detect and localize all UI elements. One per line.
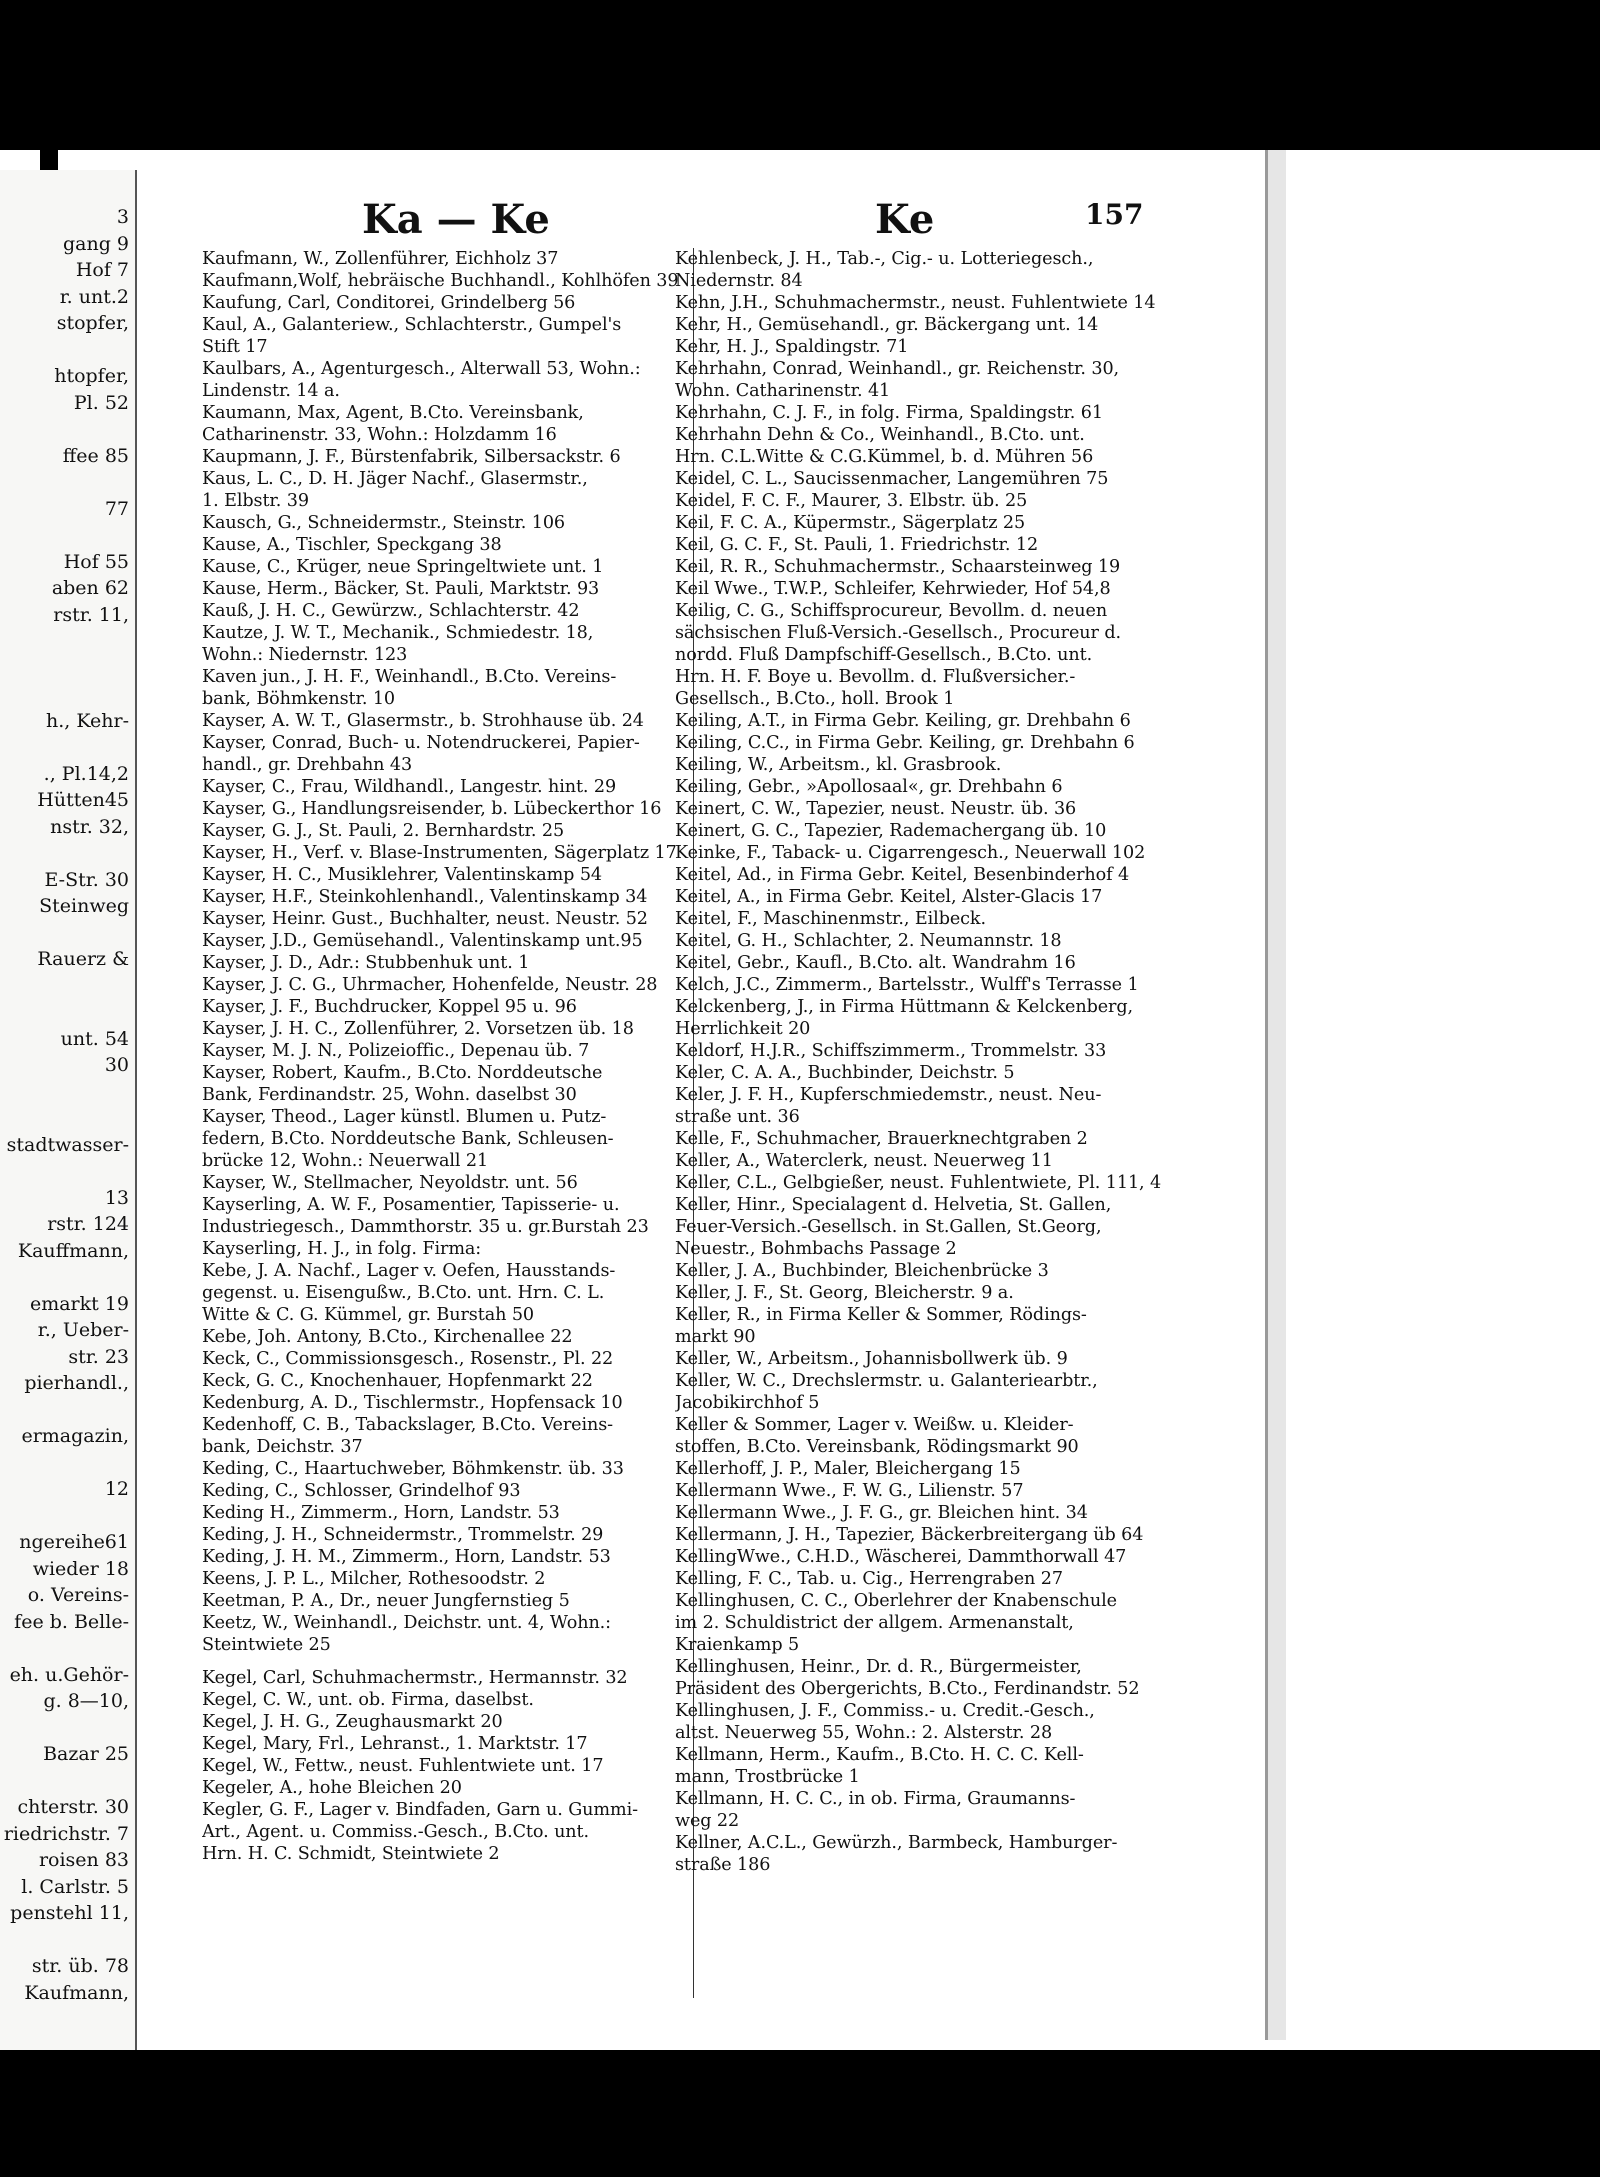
previous-page-fragment: r., Ueber-	[37, 1319, 129, 1341]
directory-entry: Art., Agent. u. Commiss.-Gesch., B.Cto. unt.	[202, 1822, 589, 1842]
directory-entry: stoffen, B.Cto. Vereinsbank, Rödingsmarkt 90	[675, 1437, 1079, 1457]
directory-entry: Präsident des Obergerichts, B.Cto., Ferdinandstr. 52	[675, 1679, 1140, 1699]
directory-entry: Keetman, P. A., Dr., neuer Jungfernstieg 5	[202, 1591, 570, 1611]
directory-entry: Keiling, C.C., in Firma Gebr. Keiling, gr. Drehbahn 6	[675, 733, 1135, 753]
directory-entry: Kellinghusen, C. C., Oberlehrer der Knabenschule	[675, 1591, 1117, 1611]
directory-entry: Kaumann, Max, Agent, B.Cto. Vereinsbank,	[202, 403, 584, 423]
directory-entry: Kebe, Joh. Antony, B.Cto., Kirchenallee 22	[202, 1327, 573, 1347]
directory-entry: Keidel, F. C. F., Maurer, 3. Elbstr. üb. 25	[675, 491, 1028, 511]
binding-edge	[40, 0, 58, 185]
directory-entry: Keding, J. H., Schneidermstr., Trommelstr. 29	[202, 1525, 604, 1545]
directory-entry: Keler, J. F. H., Kupferschmiedemstr., neust. Neu-	[675, 1085, 1102, 1105]
directory-entry: Kayser, J. C. G., Uhrmacher, Hohenfelde, Neustr. 28	[202, 975, 658, 995]
directory-entry: Kelling, F. C., Tab. u. Cig., Herrengraben 27	[675, 1569, 1063, 1589]
directory-entry: Kayser, G., Handlungsreisender, b. Lübeckerthor 16	[202, 799, 662, 819]
previous-page-strip	[0, 170, 137, 2050]
directory-entry: Kayser, A. W. T., Glasermstr., b. Strohhause üb. 24	[202, 711, 644, 731]
directory-entry: Kegler, G. F., Lager v. Bindfaden, Garn u. Gummi-	[202, 1800, 638, 1820]
previous-page-fragment: roisen 83	[38, 1849, 129, 1871]
previous-page-fragment: ., Pl.14,2	[43, 762, 129, 785]
previous-page-fragment: E-Str. 30	[44, 868, 129, 891]
directory-entry: straße unt. 36	[675, 1107, 800, 1127]
directory-entry: Kauß, J. H. C., Gewürzw., Schlachterstr. 42	[202, 601, 580, 621]
directory-entry: markt 90	[675, 1327, 756, 1347]
directory-entry: Keens, J. P. L., Milcher, Rothesoodstr. 2	[202, 1569, 546, 1589]
directory-entry: gegenst. u. Eisengußw., B.Cto. unt. Hrn. C. L.	[202, 1283, 605, 1303]
directory-entry: bank, Böhmkenstr. 10	[202, 689, 396, 709]
directory-entry: Kellner, A.C.L., Gewürzh., Barmbeck, Hamburger-	[675, 1833, 1118, 1853]
directory-entry: Lindenstr. 14 a.	[202, 381, 340, 401]
directory-entry: Keller, R., in Firma Keller & Sommer, Rödings-	[675, 1305, 1087, 1325]
directory-entry: Kausch, G., Schneidermstr., Steinstr. 106	[202, 513, 566, 533]
directory-entry: Witte & C. G. Kümmel, gr. Burstah 50	[202, 1305, 535, 1325]
directory-entry: Kehr, H. J., Spaldingstr. 71	[675, 337, 909, 357]
directory-entry: Kayserling, H. J., in folg. Firma:	[202, 1239, 482, 1259]
directory-entry: Kayser, W., Stellmacher, Neyoldstr. unt. 56	[202, 1173, 578, 1193]
directory-entry: nordd. Fluß Dampfschiff-Gesellsch., B.Cto. unt.	[675, 645, 1093, 665]
directory-entry: Kause, A., Tischler, Speckgang 38	[202, 535, 502, 555]
directory-entry: im 2. Schuldistrict der allgem. Armenanstalt,	[675, 1613, 1074, 1633]
directory-entry: Kayser, Robert, Kaufm., B.Cto. Norddeutsche	[202, 1063, 603, 1083]
directory-entry: Kehlenbeck, J. H., Tab.-, Cig.- u. Lotteriegesch.,	[675, 249, 1094, 269]
directory-entry: Keilig, C. G., Schiffsprocureur, Bevollm. d. neuen	[675, 601, 1108, 621]
directory-entry: Kegeler, A., hohe Bleichen 20	[202, 1778, 462, 1798]
directory-entry: Keck, C., Commissionsgesch., Rosenstr., Pl. 22	[202, 1349, 614, 1369]
directory-entry: Keidel, C. L., Saucissenmacher, Langemühren 75	[675, 469, 1109, 489]
directory-entry: Keller, J. A., Buchbinder, Bleichenbrücke 3	[675, 1261, 1049, 1281]
previous-page-fragment: Hütten45	[37, 789, 129, 811]
directory-entry: Keiling, W., Arbeitsm., kl. Grasbrook.	[675, 755, 1002, 775]
directory-entry: Hrn. C.L.Witte & C.G.Kümmel, b. d. Mühren 56	[675, 447, 1094, 467]
directory-entry: Herrlichkeit 20	[675, 1019, 811, 1039]
previous-page-fragment: 77	[104, 497, 129, 520]
directory-entry: Kellermann Wwe., J. F. G., gr. Bleichen hint. 34	[675, 1503, 1088, 1523]
previous-page-fragment: nstr. 32,	[50, 815, 129, 838]
previous-page-fragment: fee b. Belle-	[14, 1610, 129, 1633]
directory-entry: Steintwiete 25	[202, 1635, 331, 1655]
directory-entry: KellingWwe., C.H.D., Wäscherei, Dammthorwall 47	[675, 1547, 1127, 1567]
directory-entry: Keitel, Ad., in Firma Gebr. Keitel, Besenbinderhof 4	[675, 865, 1130, 885]
directory-entry: Kayser, H., Verf. v. Blase-Instrumenten, Sägerplatz 17	[202, 843, 677, 863]
directory-entry: Keil, G. C. F., St. Pauli, 1. Friedrichstr. 12	[675, 535, 1039, 555]
previous-page-fragment: r. unt.2	[59, 285, 129, 308]
page-header-left: Ka — Ke	[362, 196, 550, 243]
directory-entry: bank, Deichstr. 37	[202, 1437, 363, 1457]
directory-entry: Industriegesch., Dammthorstr. 35 u. gr.Burstah 23	[202, 1217, 649, 1237]
previous-page-fragment: ermagazin,	[21, 1425, 129, 1447]
directory-entry: Kayser, J.D., Gemüsehandl., Valentinskamp unt.95	[202, 931, 643, 951]
directory-entry: Keller, C.L., Gelbgießer, neust. Fuhlentwiete, Pl. 111, 4	[675, 1173, 1162, 1193]
directory-entry: Kellmann, Herm., Kaufm., B.Cto. H. C. C. Kell-	[675, 1745, 1084, 1765]
directory-entry: Keinke, F., Taback- u. Cigarrengesch., Neuerwall 102	[675, 843, 1146, 863]
previous-page-fragment: gang 9	[62, 232, 129, 255]
directory-entry: Keiling, A.T., in Firma Gebr. Keiling, gr. Drehbahn 6	[675, 711, 1131, 731]
directory-entry: Keitel, F., Maschinenmstr., Eilbeck.	[675, 909, 986, 929]
right-column	[675, 248, 1165, 1876]
directory-entry: handl., gr. Drehbahn 43	[202, 755, 413, 775]
previous-page-fragment: emarkt 19	[29, 1292, 129, 1315]
directory-entry: Hrn. H. C. Schmidt, Steintwiete 2	[202, 1844, 500, 1864]
directory-entry: Keller, Hinr., Specialagent d. Helvetia, St. Gallen,	[675, 1195, 1112, 1215]
directory-entry: Keil, R. R., Schuhmachermstr., Schaarsteinweg 19	[675, 557, 1121, 577]
directory-entry: Kehrhahn Dehn & Co., Weinhandl., B.Cto. unt.	[675, 425, 1085, 445]
directory-entry: Kayser, M. J. N., Polizeioffic., Depenau üb. 7	[202, 1041, 590, 1061]
directory-entry: Wohn.: Niedernstr. 123	[202, 645, 408, 665]
scan-background-top	[0, 0, 1600, 150]
previous-page-fragment: penstehl 11,	[10, 1902, 129, 1924]
directory-entry: Kegel, Mary, Frl., Lehranst., 1. Marktstr. 17	[202, 1734, 588, 1754]
directory-entry: Kehrhahn, C. J. F., in folg. Firma, Spaldingstr. 61	[675, 403, 1103, 423]
previous-page-fragment: rstr. 11,	[53, 603, 129, 626]
directory-page	[140, 150, 1268, 2040]
directory-entry: weg 22	[675, 1811, 740, 1831]
previous-page-fragment: 12	[104, 1478, 129, 1500]
previous-page-fragment: str. üb. 78	[31, 1955, 129, 1977]
directory-entry: Keiling, Gebr., »Apollosaal«, gr. Drehbahn 6	[675, 777, 1063, 797]
directory-entry: Kayser, J. D., Adr.: Stubbenhuk unt. 1	[202, 953, 530, 973]
previous-page-fragment: Hof 55	[63, 550, 129, 573]
previous-page-fragment: ffee 85	[62, 444, 129, 467]
previous-page-fragment: Kaufmann,	[24, 1981, 129, 2004]
directory-entry: Keding, J. H. M., Zimmerm., Horn, Landstr. 53	[202, 1547, 611, 1567]
directory-entry: Keck, G. C., Knochenhauer, Hopfenmarkt 22	[202, 1371, 593, 1391]
directory-entry: Kayser, Heinr. Gust., Buchhalter, neust. Neustr. 52	[202, 909, 648, 929]
directory-entry: Kedenburg, A. D., Tischlermstr., Hopfensack 10	[202, 1393, 623, 1413]
directory-entry: federn, B.Cto. Norddeutsche Bank, Schleusen-	[202, 1129, 614, 1149]
directory-entry: Keller, W. C., Drechslermstr. u. Galanteriearbtr.,	[675, 1371, 1098, 1391]
directory-entry: Kaul, A., Galanteriew., Schlachterstr., Gumpel's	[202, 315, 622, 335]
directory-entry: Keller, A., Waterclerk, neust. Neuerweg 11	[675, 1151, 1053, 1171]
previous-page-fragment: 30	[104, 1054, 129, 1076]
previous-page-fragment: unt. 54	[60, 1027, 129, 1050]
scan-background-bottom	[0, 2050, 1600, 2177]
directory-entry: Kelckenberg, J., in Firma Hüttmann & Kelckenberg,	[675, 997, 1134, 1017]
previous-page-fragment: riedrichstr. 7	[3, 1822, 129, 1845]
directory-entry: Kause, Herm., Bäcker, St. Pauli, Marktstr. 93	[202, 579, 600, 599]
directory-entry: Kayser, Theod., Lager künstl. Blumen u. Putz-	[202, 1107, 607, 1127]
directory-entry: Kayser, G. J., St. Pauli, 2. Bernhardstr. 25	[202, 821, 565, 841]
directory-entry: Keil, F. C. A., Küpermstr., Sägerplatz 25	[675, 513, 1026, 533]
previous-page-fragment: aben 62	[51, 577, 129, 599]
directory-entry: Kellinghusen, Heinr., Dr. d. R., Bürgermeister,	[675, 1657, 1082, 1677]
directory-entry: Keetz, W., Weinhandl., Deichstr. unt. 4, Wohn.:	[202, 1613, 611, 1633]
previous-page-fragment: Bazar 25	[43, 1743, 129, 1765]
directory-entry: Kaufmann, W., Zollenführer, Eichholz 37	[202, 249, 559, 269]
directory-entry: Wohn. Catharinenstr. 41	[675, 381, 891, 401]
previous-page-fragment: Kauffmann,	[17, 1239, 129, 1262]
directory-entry: Gesellsch., B.Cto., holl. Brook 1	[675, 689, 955, 709]
previous-page-fragment: l. Carlstr. 5	[21, 1875, 129, 1898]
directory-entry: straße 186	[675, 1855, 771, 1875]
directory-entry: Catharinenstr. 33, Wohn.: Holzdamm 16	[202, 425, 557, 445]
directory-entry: Keil Wwe., T.W.P., Schleifer, Kehrwieder, Hof 54,8	[675, 579, 1111, 599]
directory-entry: Kayser, C., Frau, Wildhandl., Langestr. hint. 29	[202, 777, 617, 797]
directory-entry: Keler, C. A. A., Buchbinder, Deichstr. 5	[675, 1063, 1015, 1083]
directory-entry: altst. Neuerweg 55, Wohn.: 2. Alsterstr. 28	[675, 1723, 1053, 1743]
directory-entry: Kayserling, A. W. F., Posamentier, Tapisserie- u.	[202, 1195, 620, 1215]
previous-page-fragment: Hof 7	[75, 259, 129, 281]
directory-entry: Kehrhahn, Conrad, Weinhandl., gr. Reichenstr. 30,	[675, 359, 1120, 379]
directory-entry: Keitel, Gebr., Kaufl., B.Cto. alt. Wandrahm 16	[675, 953, 1076, 973]
directory-entry: Kehr, H., Gemüsehandl., gr. Bäckergang unt. 14	[675, 315, 1099, 335]
previous-page-fragment: rstr. 124	[47, 1213, 129, 1235]
directory-entry: Kehn, J.H., Schuhmachermstr., neust. Fuhlentwiete 14	[675, 293, 1156, 313]
directory-entry: Kayser, Conrad, Buch- u. Notendruckerei, Papier-	[202, 733, 640, 753]
page-number: 157	[1085, 198, 1144, 231]
directory-entry: Kelle, F., Schuhmacher, Brauerknechtgraben 2	[675, 1129, 1088, 1149]
previous-page-fragment: wieder 18	[32, 1557, 129, 1580]
previous-page-fragment: 3	[116, 206, 129, 228]
directory-entry: Feuer-Versich.-Gesellsch. in St.Gallen, St.Georg,	[675, 1217, 1102, 1237]
previous-page-fragment: o. Vereins-	[27, 1584, 129, 1606]
directory-entry: Kaven jun., J. H. F., Weinhandl., B.Cto. Vereins-	[202, 667, 617, 687]
directory-entry: Stift 17	[202, 337, 268, 357]
page-edge-shadow	[1268, 150, 1286, 2040]
directory-entry: Kebe, J. A. Nachf., Lager v. Oefen, Hausstands-	[202, 1261, 616, 1281]
directory-entry: Jacobikirchhof 5	[675, 1393, 820, 1413]
directory-entry: brücke 12, Wohn.: Neuerwall 21	[202, 1151, 489, 1171]
previous-page-fragment: stadtwasser-	[6, 1133, 129, 1156]
directory-entry: Keller & Sommer, Lager v. Weißw. u. Kleider-	[675, 1415, 1074, 1435]
previous-page-fragment: 13	[104, 1186, 129, 1209]
directory-entry: Kegel, Carl, Schuhmachermstr., Hermannstr. 32	[202, 1668, 628, 1688]
directory-entry: Kayser, J. H. C., Zollenführer, 2. Vorsetzen üb. 18	[202, 1019, 634, 1039]
previous-page-fragment: Pl. 52	[73, 391, 129, 414]
directory-entry: Keding H., Zimmerm., Horn, Landstr. 53	[202, 1503, 560, 1523]
directory-entry: Kellmann, H. C. C., in ob. Firma, Graumanns-	[675, 1789, 1076, 1809]
directory-entry: Kayser, J. F., Buchdrucker, Koppel 95 u. 96	[202, 997, 577, 1017]
directory-entry: Kegel, W., Fettw., neust. Fuhlentwiete unt. 17	[202, 1756, 604, 1776]
directory-entry: Keinert, C. W., Tapezier, neust. Neustr. üb. 36	[675, 799, 1077, 819]
directory-entry: Kaus, L. C., D. H. Jäger Nachf., Glasermstr.,	[202, 469, 588, 489]
previous-page-fragment: g. 8—10,	[43, 1690, 129, 1712]
directory-entry: Kaulbars, A., Agenturgesch., Alterwall 53, Wohn.:	[202, 359, 641, 379]
directory-entry: Niedernstr. 84	[675, 271, 803, 291]
previous-page-fragment: Rauerz &	[37, 948, 129, 970]
directory-entry: Kelch, J.C., Zimmerm., Bartelsstr., Wulff's Terrasse 1	[675, 975, 1139, 995]
directory-entry: 1. Elbstr. 39	[202, 491, 309, 511]
directory-entry: Hrn. H. F. Boye u. Bevollm. d. Flußversicher.-	[675, 667, 1076, 687]
directory-entry: Kayser, H. C., Musiklehrer, Valentinskamp 54	[202, 865, 603, 885]
directory-entry: Keding, C., Haartuchweber, Böhmkenstr. üb. 33	[202, 1459, 624, 1479]
directory-entry: Kedenhoff, C. B., Tabackslager, B.Cto. Vereins-	[202, 1415, 614, 1435]
directory-entry: Keller, W., Arbeitsm., Johannisbollwerk üb. 9	[675, 1349, 1068, 1369]
directory-entry: Kautze, J. W. T., Mechanik., Schmiedestr. 18,	[202, 623, 594, 643]
directory-entry: Kegel, C. W., unt. ob. Firma, daselbst.	[202, 1690, 534, 1710]
directory-entry: Kellerhoff, J. P., Maler, Bleichergang 15	[675, 1459, 1021, 1479]
directory-entry: Bank, Ferdinandstr. 25, Wohn. daselbst 30	[202, 1085, 577, 1105]
previous-page-fragment: chterstr. 30	[17, 1796, 129, 1818]
directory-entry: Kaufmann,Wolf, hebräische Buchhandl., Kohlhöfen 39	[202, 271, 679, 291]
previous-page-fragment: ngereihe61	[19, 1531, 129, 1553]
previous-page-fragment: Steinweg	[39, 895, 129, 917]
directory-entry: Kaupmann, J. F., Bürstenfabrik, Silbersackstr. 6	[202, 447, 621, 467]
left-column	[202, 248, 692, 1865]
directory-entry: Kause, C., Krüger, neue Springeltwiete unt. 1	[202, 557, 604, 577]
directory-entry: Kellermann, J. H., Tapezier, Bäckerbreitergang üb 64	[675, 1525, 1144, 1545]
directory-entry: Kellermann Wwe., F. W. G., Lilienstr. 57	[675, 1481, 1024, 1501]
directory-entry: Neuestr., Bohmbachs Passage 2	[675, 1239, 957, 1259]
directory-entry: Keitel, A., in Firma Gebr. Keitel, Alster-Glacis 17	[675, 887, 1103, 907]
directory-entry: Keinert, G. C., Tapezier, Rademachergang üb. 10	[675, 821, 1107, 841]
directory-entry: sächsischen Fluß-Versich.-Gesellsch., Procureur d.	[675, 623, 1121, 643]
directory-entry: Kaufung, Carl, Conditorei, Grindelberg 56	[202, 293, 576, 313]
directory-entry	[202, 1656, 692, 1667]
directory-entry: Kellinghusen, J. F., Commiss.- u. Credit.-Gesch.,	[675, 1701, 1095, 1721]
previous-page-fragment: stopfer,	[56, 312, 129, 334]
previous-page-fragment: pierhandl.,	[24, 1372, 129, 1394]
page-header-right: Ke	[875, 196, 935, 243]
directory-entry: Keitel, G. H., Schlachter, 2. Neumannstr. 18	[675, 931, 1062, 951]
directory-entry: Keldorf, H.J.R., Schiffszimmerm., Trommelstr. 33	[675, 1041, 1107, 1061]
previous-page-fragment: htopfer,	[54, 365, 129, 387]
directory-entry: Keller, J. F., St. Georg, Bleicherstr. 9 a.	[675, 1283, 1014, 1303]
directory-entry: Kayser, H.F., Steinkohlenhandl., Valentinskamp 34	[202, 887, 648, 907]
previous-page-fragment: h., Kehr-	[45, 709, 129, 732]
directory-entry: mann, Trostbrücke 1	[675, 1767, 860, 1787]
previous-page-fragment: str. 23	[68, 1345, 129, 1368]
directory-entry: Kraienkamp 5	[675, 1635, 800, 1655]
directory-entry: Keding, C., Schlosser, Grindelhof 93	[202, 1481, 521, 1501]
directory-entry: Kegel, J. H. G., Zeughausmarkt 20	[202, 1712, 503, 1732]
previous-page-fragment: eh. u.Gehör-	[9, 1663, 129, 1686]
